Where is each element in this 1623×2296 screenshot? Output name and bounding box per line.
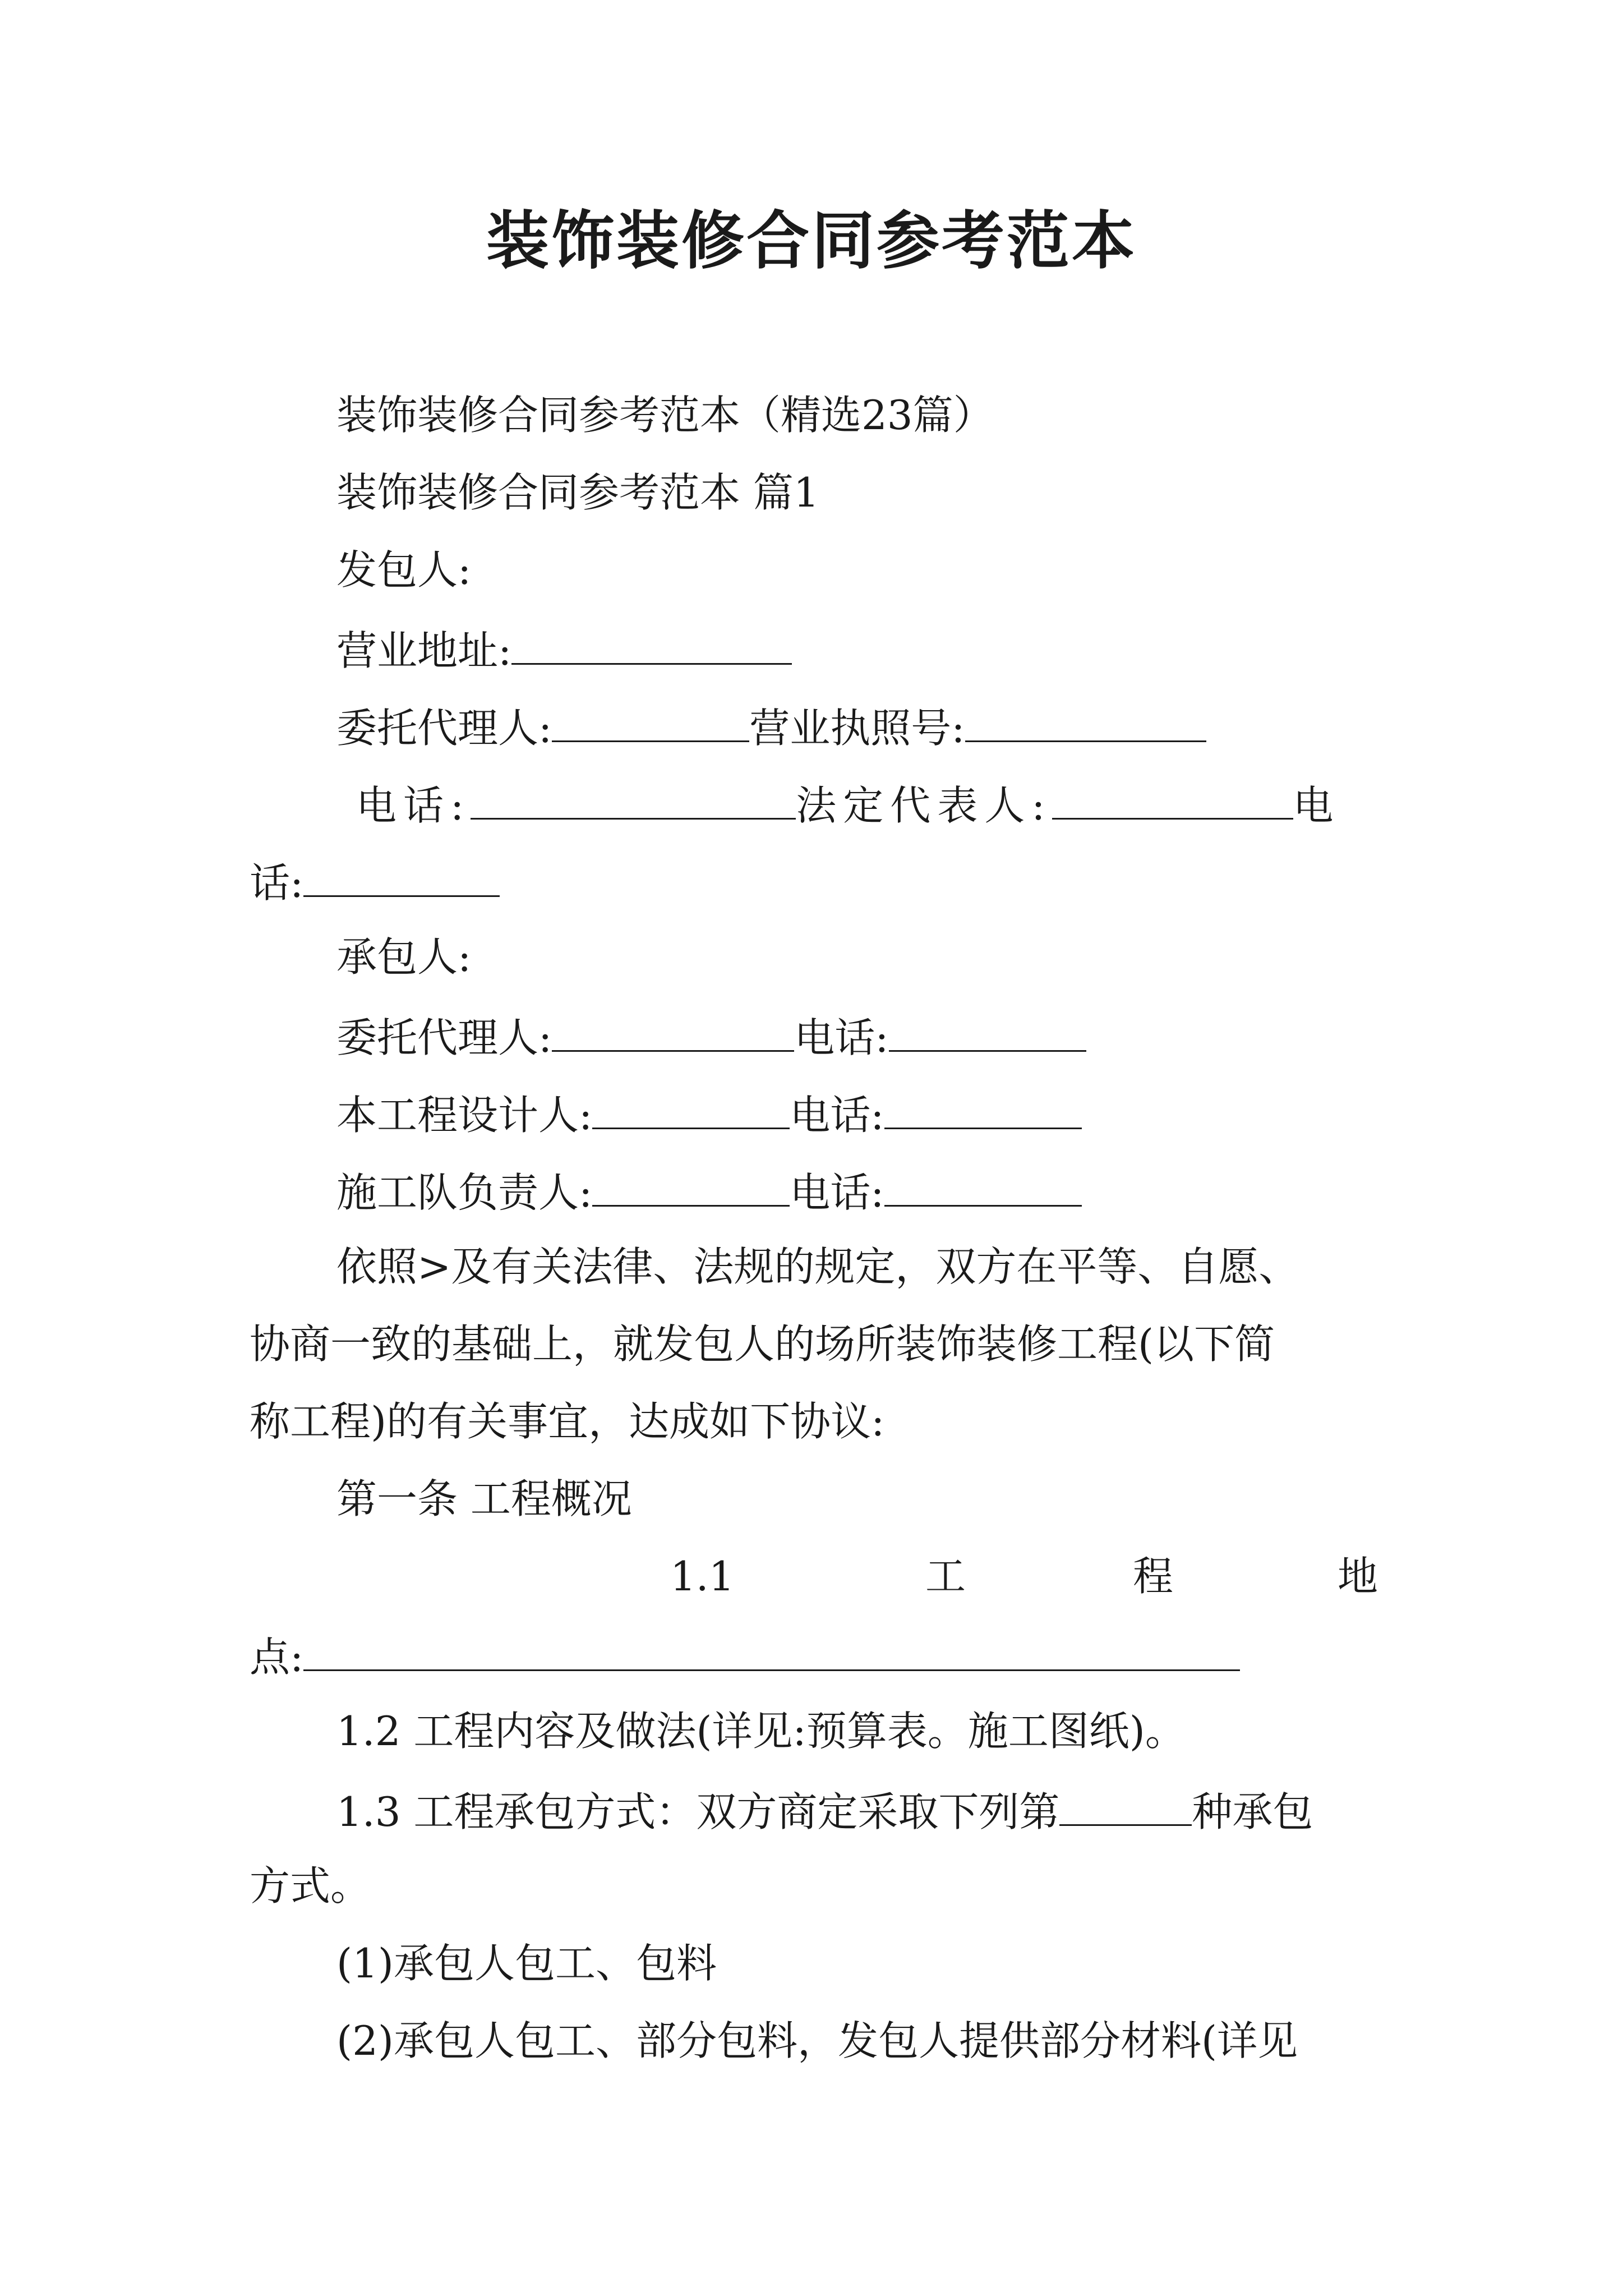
phone-legal-line (356, 774, 1340, 830)
designer-line (336, 1084, 1082, 1140)
paragraph-line: 协商一致的基础上，就发包人的场所装饰装修工程(以下简 (250, 1320, 1275, 1368)
business-address-line (336, 619, 792, 675)
item-1-3-line (336, 1780, 1313, 1837)
phone-label: 电话: (356, 782, 471, 829)
business-address-blank (511, 619, 792, 665)
contractor-label: 承包人: (336, 933, 472, 981)
designer-label: 本工程设计人: (336, 1092, 593, 1139)
paragraph-line: 依照>及有关法律、法规的规定，双方在平等、自愿、 (336, 1243, 1299, 1290)
item-1-3-continue: 方式。 (250, 1862, 371, 1910)
item-1-2: 1.2 工程内容及做法(详见:预算表。施工图纸)。 (336, 1708, 1186, 1755)
license-blank (965, 697, 1206, 742)
employer-label: 发包人: (336, 546, 472, 593)
agent-line (336, 697, 1206, 753)
agent-blank (552, 697, 749, 742)
location-blank (303, 1626, 1240, 1671)
legal-rep-label: 法定代表人: (796, 782, 1052, 829)
business-address-label: 营业地址: (336, 627, 512, 674)
crew-lead-phone-blank (884, 1161, 1082, 1207)
contractor-agent-phone-label: 电话: (794, 1014, 889, 1061)
contractor-agent-phone-blank (889, 1006, 1086, 1052)
option-1: (1)承包人包工、包料 (336, 1940, 717, 1987)
phone-cont-blank (303, 852, 500, 897)
crew-lead-line (336, 1161, 1082, 1217)
item-1-1-char: 程 (1133, 1553, 1174, 1600)
item-1-3-blank (1059, 1780, 1192, 1826)
crew-lead-label: 施工队负责人: (336, 1169, 593, 1216)
phone-split-label-cont: 话: (250, 859, 304, 907)
document-title: 装饰装修合同参考范本 (486, 204, 1137, 278)
item-1-3-text-end: 种承包 (1192, 1788, 1313, 1835)
item-1-1-char: 地 (1338, 1553, 1378, 1600)
phone-blank (471, 774, 796, 820)
item-1-1-char: 工 (925, 1553, 966, 1600)
crew-lead-phone-label: 电话: (790, 1169, 884, 1216)
location-line (250, 1626, 1240, 1682)
phone-split-label: 电 (1293, 782, 1340, 829)
contractor-agent-line (336, 1006, 1086, 1062)
agent-label: 委托代理人: (336, 705, 552, 752)
paragraph-line: 称工程)的有关事宜，达成如下协议: (250, 1398, 885, 1445)
designer-phone-label: 电话: (790, 1092, 884, 1139)
designer-blank (592, 1084, 790, 1129)
option-2: (2)承包人包工、部分包料，发包人提供部分材料(详见 (336, 2017, 1298, 2064)
item-1-1-number: 1.1 (670, 1553, 735, 1600)
item-1-3-text: 1.3 工程承包方式：双方商定采取下列第 (336, 1788, 1060, 1835)
contractor-agent-label: 委托代理人: (336, 1014, 552, 1061)
crew-lead-blank (592, 1161, 790, 1207)
phone-continue-line (250, 852, 500, 908)
designer-phone-blank (884, 1084, 1082, 1129)
license-label: 营业执照号: (749, 705, 965, 752)
subtitle: 装饰装修合同参考范本（精选23篇） (336, 392, 994, 439)
location-label: 点: (250, 1634, 304, 1681)
article-heading: 第一条 工程概况 (336, 1475, 632, 1522)
contractor-agent-blank (552, 1006, 794, 1052)
section-heading: 装饰装修合同参考范本 篇1 (336, 469, 819, 516)
legal-rep-blank (1052, 774, 1293, 820)
